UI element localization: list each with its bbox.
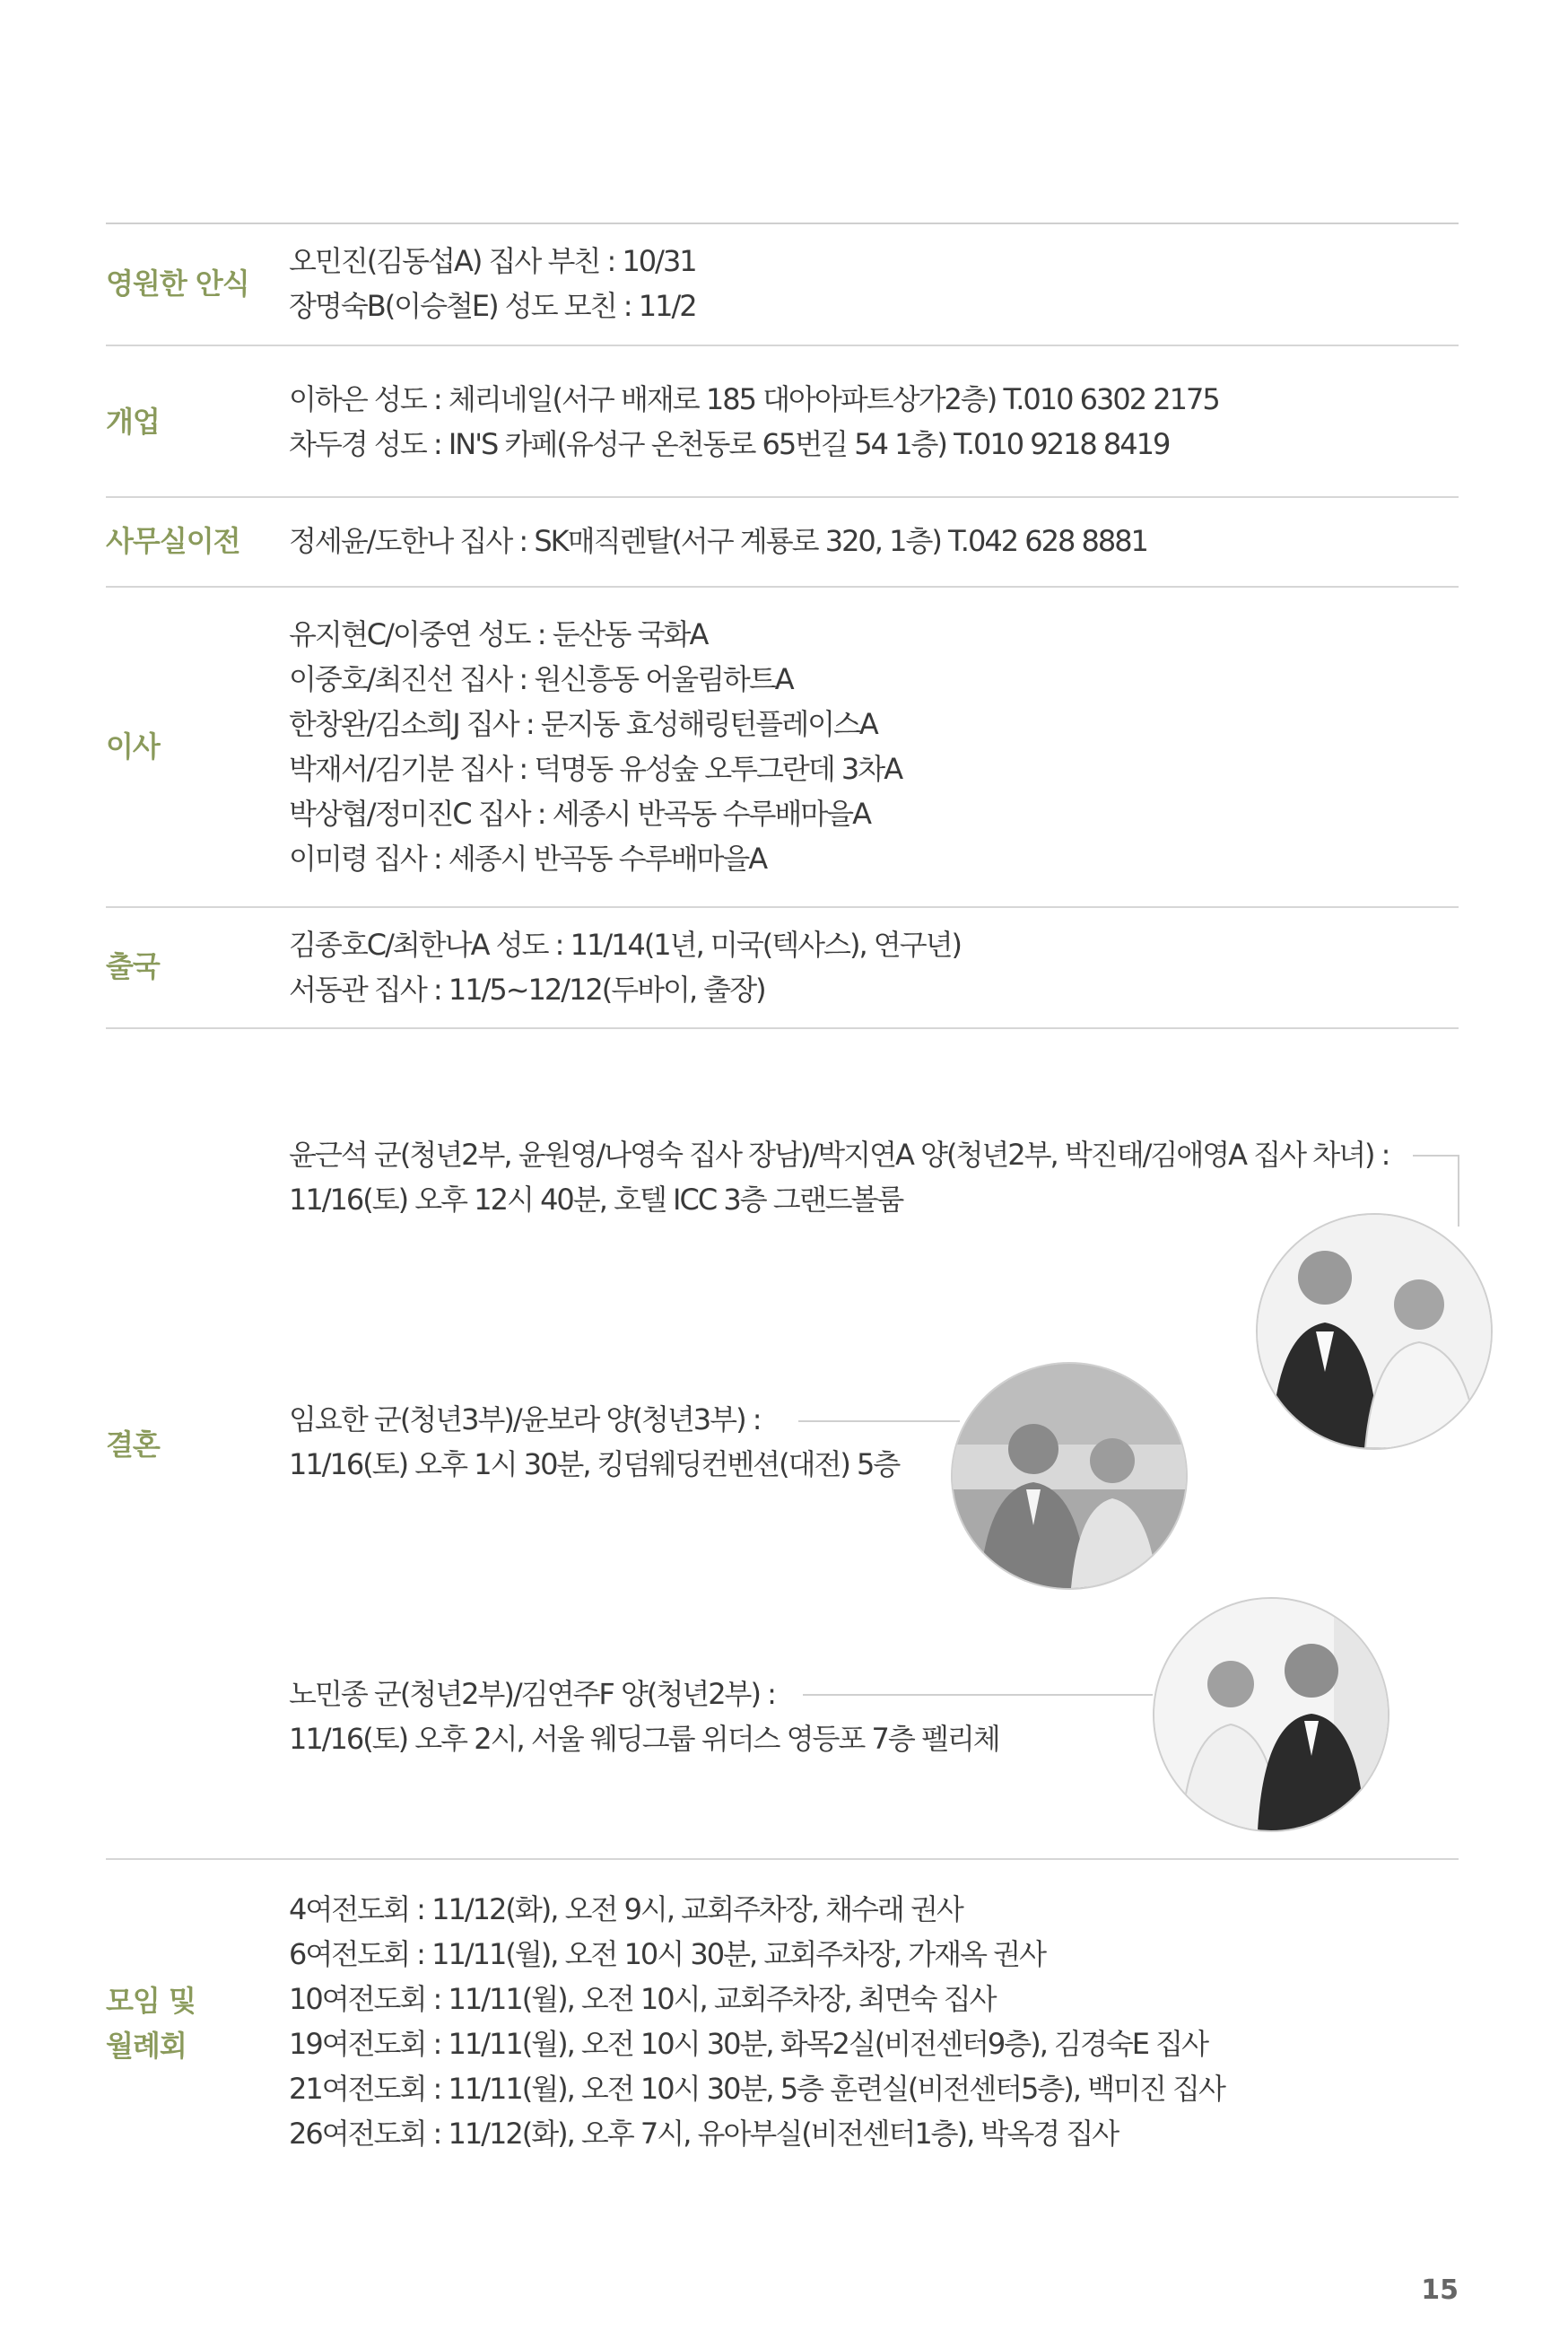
section-label-line: 모임 및 bbox=[106, 1984, 196, 2018]
section-label-departure: 출국 bbox=[106, 949, 160, 983]
condolence-list bbox=[289, 239, 696, 328]
list-item: 6여전도회 : 11/11(월), 오전 10시 30분, 교회주차장, 가재옥 권사 bbox=[289, 1937, 1045, 1971]
divider bbox=[106, 496, 1459, 498]
divider bbox=[106, 223, 1459, 224]
wedding-line: 임요한 군(청년3부)/윤보라 양(청년3부) : bbox=[289, 1402, 761, 1436]
wedding-line: 11/16(토) 오후 1시 30분, 킹덤웨딩컨벤션(대전) 5층 bbox=[289, 1447, 900, 1481]
section-label-meetings bbox=[106, 1978, 285, 2068]
list-item: 서동관 집사 : 11/5~12/12(두바이, 출장) bbox=[289, 973, 765, 1007]
section-label-condolence: 영원한 안식 bbox=[106, 266, 249, 301]
section-label-wedding: 결혼 bbox=[106, 1427, 160, 1462]
section-label-office-move: 사무실이전 bbox=[106, 524, 240, 558]
connector-line bbox=[803, 1694, 1153, 1696]
couple-photo-icon bbox=[953, 1364, 1186, 1588]
connector-line bbox=[1458, 1155, 1459, 1227]
section-label-moving: 이사 bbox=[106, 729, 160, 764]
list-item: 이중호/최진선 집사 : 원신흥동 어울림하트A bbox=[289, 662, 793, 696]
list-item: 10여전도회 : 11/11(월), 오전 10시, 교회주차장, 최면숙 집사 bbox=[289, 1982, 996, 2016]
connector-line bbox=[1413, 1155, 1459, 1157]
wedding-photo-3 bbox=[1153, 1597, 1389, 1832]
wedding-line: 노민종 군(청년2부)/김연주F 양(청년2부) : bbox=[289, 1677, 775, 1711]
wedding-entry bbox=[289, 1132, 1389, 1222]
wedding-entry bbox=[289, 1397, 899, 1487]
wedding-entry bbox=[289, 1672, 999, 1761]
list-item: 차두경 성도 : IN'S 카페(유성구 온천동로 65번길 54 1층) T.010 9218 8419 bbox=[289, 427, 1170, 461]
wedding-line: 윤근석 군(청년2부, 윤원영/나영숙 집사 장남)/박지연A 양(청년2부, 박진태/김애영A 집사 차녀) : bbox=[289, 1138, 1389, 1172]
list-item: 이미령 집사 : 세종시 반곡동 수루배마을A bbox=[289, 842, 767, 876]
divider bbox=[106, 1027, 1459, 1029]
list-item: 21여전도회 : 11/11(월), 오전 10시 30분, 5층 훈련실(비전센터5층), 백미진 집사 bbox=[289, 2072, 1224, 2106]
office-move-list bbox=[289, 519, 1147, 563]
opening-list bbox=[289, 377, 1219, 467]
wedding-photo-1 bbox=[1256, 1213, 1493, 1450]
connector-line bbox=[798, 1420, 960, 1422]
couple-photo-icon bbox=[1154, 1599, 1388, 1830]
meetings-list bbox=[289, 1887, 1224, 2156]
list-item: 장명숙B(이승철E) 성도 모친 : 11/2 bbox=[289, 289, 696, 323]
list-item: 박상협/정미진C 집사 : 세종시 반곡동 수루배마을A bbox=[289, 797, 870, 831]
wedding-photo-2 bbox=[951, 1362, 1188, 1590]
section-label-opening: 개업 bbox=[106, 405, 160, 439]
divider bbox=[106, 345, 1459, 346]
departure-list bbox=[289, 922, 961, 1012]
page-number: 15 bbox=[1421, 2274, 1459, 2306]
list-item: 26여전도회 : 11/12(화), 오후 7시, 유아부실(비전센터1층), 박옥경 집사 bbox=[289, 2117, 1119, 2151]
list-item: 오민진(김동섭A) 집사 부친 : 10/31 bbox=[289, 244, 696, 278]
list-item: 유지현C/이중연 성도 : 둔산동 국화A bbox=[289, 617, 708, 651]
list-item: 정세윤/도한나 집사 : SK매직렌탈(서구 계룡로 320, 1층) T.042 628 8881 bbox=[289, 524, 1147, 558]
list-item: 박재서/김기분 집사 : 덕명동 유성숲 오투그란데 3차A bbox=[289, 752, 902, 786]
divider bbox=[106, 906, 1459, 908]
moving-list bbox=[289, 612, 902, 881]
list-item: 19여전도회 : 11/11(월), 오전 10시 30분, 화목2실(비전센터9층), 김경숙E 집사 bbox=[289, 2027, 1207, 2061]
divider bbox=[106, 586, 1459, 588]
section-label-line: 월례회 bbox=[106, 2029, 187, 2063]
list-item: 이하은 성도 : 체리네일(서구 배재로 185 대아아파트상가2층) T.010 6302 2175 bbox=[289, 382, 1219, 416]
list-item: 한창완/김소희J 집사 : 문지동 효성해링턴플레이스A bbox=[289, 707, 877, 741]
list-item: 김종호C/최한나A 성도 : 11/14(1년, 미국(텍사스), 연구년) bbox=[289, 928, 962, 962]
wedding-line: 11/16(토) 오후 12시 40분, 호텔 ICC 3층 그랜드볼룸 bbox=[289, 1183, 903, 1217]
list-item: 4여전도회 : 11/12(화), 오전 9시, 교회주차장, 채수래 권사 bbox=[289, 1892, 963, 1926]
couple-photo-icon bbox=[1258, 1215, 1491, 1448]
divider bbox=[106, 1858, 1459, 1860]
wedding-line: 11/16(토) 오후 2시, 서울 웨딩그룹 위더스 영등포 7층 펠리체 bbox=[289, 1722, 999, 1756]
